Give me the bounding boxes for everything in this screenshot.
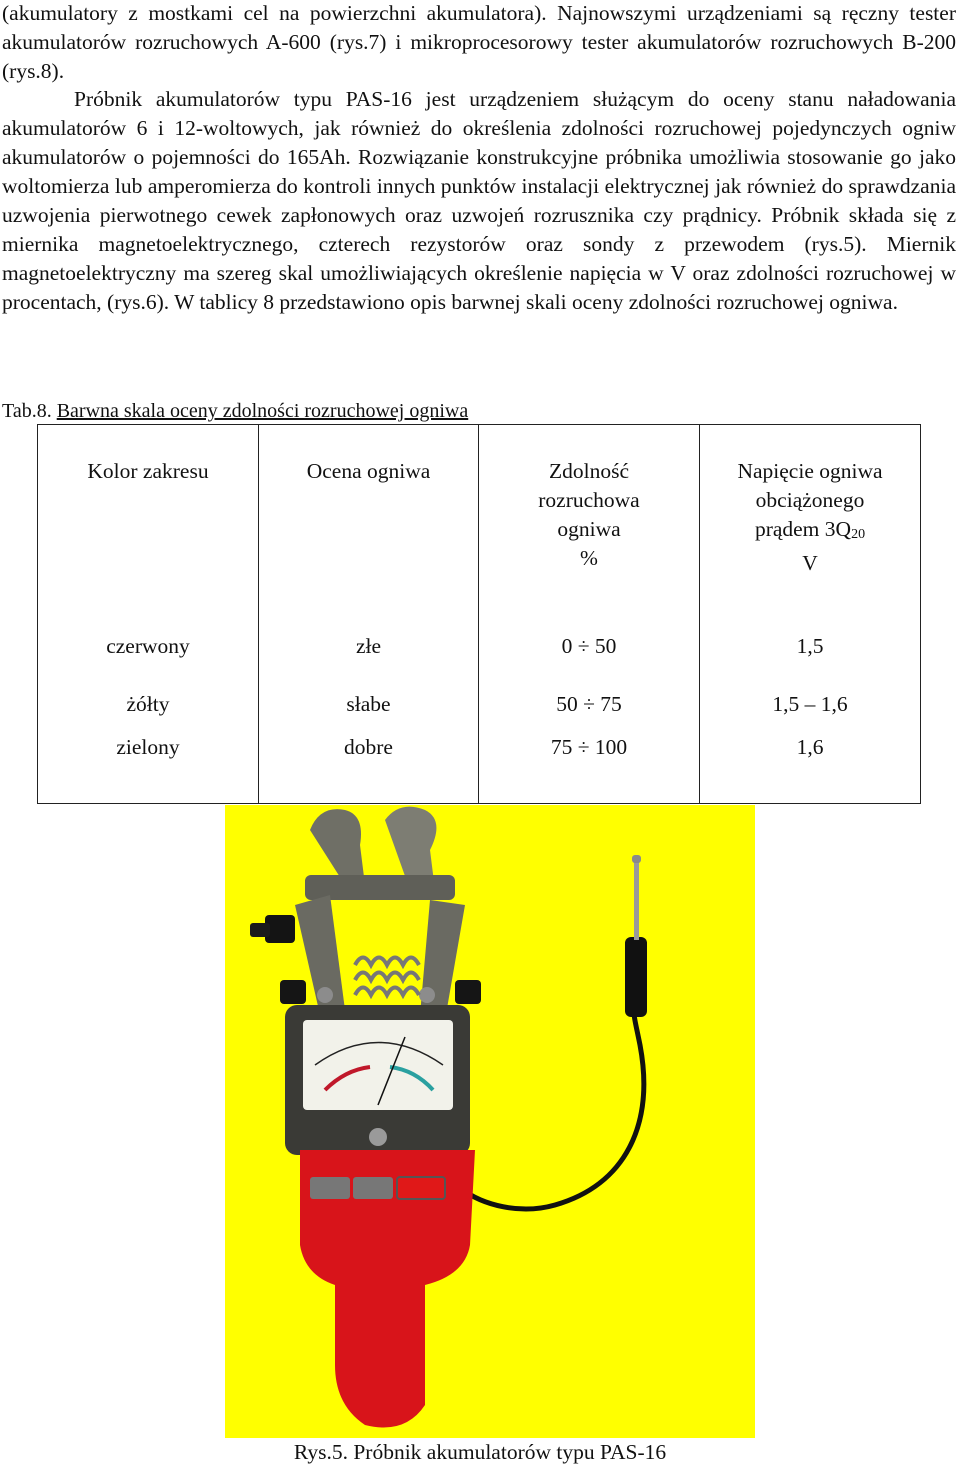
header-starting-capacity <box>479 425 700 618</box>
table-caption <box>2 398 468 424</box>
figure-caption: Rys.5. Próbnik akumulatorów typu PAS-16 <box>293 1440 667 1464</box>
table-row <box>38 617 921 675</box>
meter-dial <box>303 1020 453 1110</box>
range-buttons <box>310 1177 445 1199</box>
cell-voltage: 1,5 <box>700 617 921 675</box>
cell-rating: słabe <box>259 675 479 733</box>
header-text-line: Napięcie ogniwa <box>737 459 883 483</box>
table-number: Tab.8. <box>2 400 52 422</box>
cell-rating: złe <box>259 617 479 675</box>
cell-capacity: 0 ÷ 50 <box>479 617 700 675</box>
header-color-range: Kolor zakresu <box>38 425 259 618</box>
battery-tester-photo <box>225 805 755 1438</box>
header-text-line: rozruchowa <box>538 488 640 512</box>
cell-color: czerwony <box>38 617 259 675</box>
header-text-line: % <box>580 546 598 570</box>
cell-capacity: 75 ÷ 100 <box>479 733 700 804</box>
cell-color: zielony <box>38 733 259 804</box>
header-text-line: V <box>802 551 818 575</box>
header-text-line: ogniwa <box>557 517 621 541</box>
cell-capacity: 50 ÷ 75 <box>479 675 700 733</box>
paragraph-pas16-description: Próbnik akumulatorów typu PAS-16 jest urządzeniem służącym do oceny stanu naładowania akumulatorów 6 i 12-woltowych, jak również do określenia zdolności rozruchowej pojedynczych ogniw akumulatorów o pojemności do 165Ah. Rozwiązanie konstrukcyjne próbnika umożliwia stosowanie go jako woltomierza lub amperomierza do kontroli innych punktów instalacji elektrycznej jak również do sprawdzania uzwojenia pierwotnego cewek zapłonowych oraz uzwojeń rozrusznika czy prądnicy. Próbnik składa się z miernika magnetoelektrycznego, czterech rezystorów oraz sondy z przewodem (rys.5). Miernik magnetoelektryczny ma szereg skal umożliwiających określenie napięcia w V oraz zdolności rozruchowej w procentach, (rys.6). W tablicy 8 przedstawiono opis barwnej skali oceny zdolności rozruchowej ogniwa. <box>2 87 956 314</box>
table-title: Barwna skala oceny zdolności rozruchowej ogniwa <box>56 400 469 422</box>
zero-adjust-screw <box>369 1128 387 1146</box>
cell-color: żółty <box>38 675 259 733</box>
header-subscript: 20 <box>851 527 866 542</box>
header-cell-rating: Ocena ogniwa <box>259 425 479 618</box>
cell-rating: dobre <box>259 733 479 804</box>
table-row <box>38 675 921 733</box>
header-text-line: obciążonego <box>755 488 865 512</box>
table-header-row <box>38 425 921 618</box>
header-text-line <box>700 515 920 549</box>
rating-scale-table <box>37 424 921 804</box>
cell-voltage: 1,6 <box>700 733 921 804</box>
header-text-line: Zdolność <box>548 459 630 483</box>
header-text: prądem 3Q <box>754 517 852 541</box>
table-row <box>38 733 921 804</box>
paragraph-intro: (akumulatory z mostkami cel na powierzchni akumulatora). Najnowszymi urządzeniami są ręczny tester akumulatorów rozruchowych A-600 (rys.7) i mikroprocesorowy tester akumulatorów rozruchowych B-200 (rys.8). <box>2 1 956 83</box>
cell-voltage: 1,5 – 1,6 <box>700 675 921 733</box>
header-cell-voltage <box>700 425 921 618</box>
